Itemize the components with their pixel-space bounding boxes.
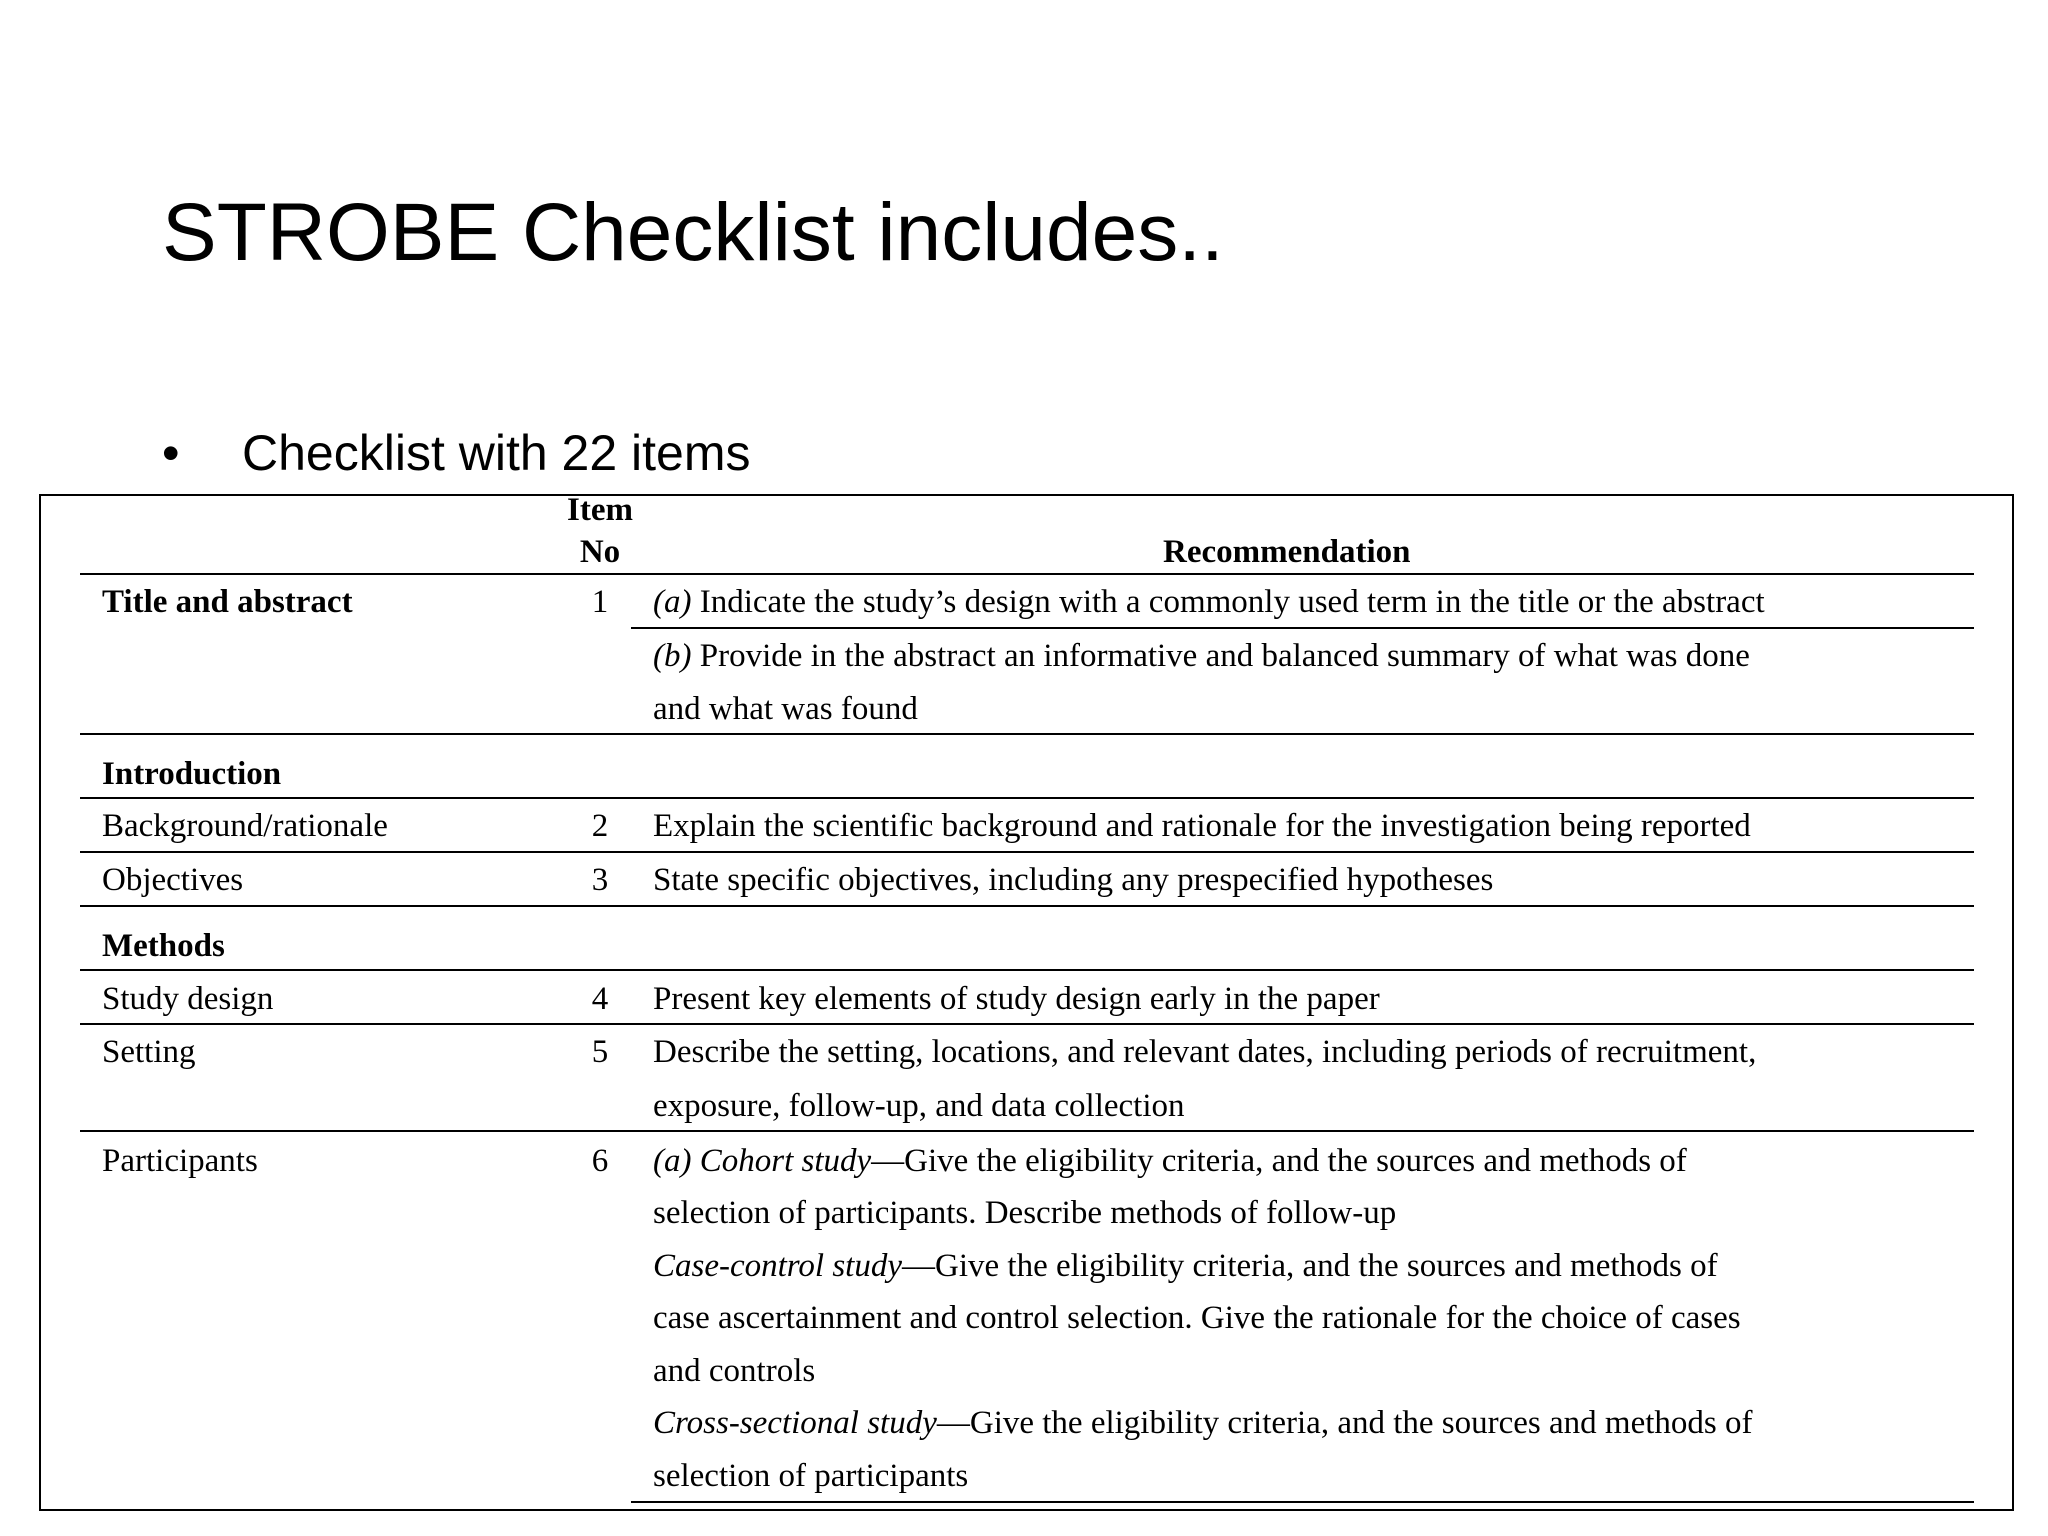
strobe-checklist-table	[39, 494, 2014, 1511]
row-background-no: 2	[591, 808, 609, 844]
rule-after-setting	[80, 1130, 1974, 1132]
row-participants-cross-line2: selection of participants	[653, 1458, 969, 1494]
rule-table-bottom	[631, 1501, 1974, 1503]
row-participants-cross-line1: Cross-sectional study—Give the eligibility criteria, and the sources and methods of	[653, 1405, 1753, 1441]
header-recommendation: Recommendation	[1163, 534, 1411, 570]
bullet-dot-icon: •	[162, 425, 180, 481]
row-setting-text-line2: exposure, follow-up, and data collection	[653, 1088, 1185, 1124]
row-participants-case-line3: and controls	[653, 1353, 816, 1389]
rule-after-methods	[80, 969, 1974, 971]
row-participants-case-line1: Case-control study—Give the eligibility criteria, and the sources and methods of	[653, 1248, 1718, 1284]
row-study-design-no: 4	[591, 981, 609, 1017]
row-background-label: Background/rationale	[102, 808, 388, 844]
row-participants-label: Participants	[102, 1143, 258, 1179]
rule-after-title-abstract	[80, 733, 1974, 735]
row-participants-cohort-line2: selection of participants. Describe methods of follow-up	[653, 1195, 1397, 1231]
rule-after-background	[80, 851, 1974, 853]
rule-title-abstract-mid	[631, 627, 1974, 629]
row-participants-case-line2: case ascertainment and control selection. Give the rationale for the choice of cases	[653, 1300, 1741, 1336]
row-participants-cohort-line1: (a) Cohort study—Give the eligibility criteria, and the sources and methods of	[653, 1143, 1687, 1179]
bullet-text: Checklist with 22 items	[242, 425, 751, 481]
row-setting-label: Setting	[102, 1034, 196, 1070]
row-objectives-text: State specific objectives, including any prespecified hypotheses	[653, 862, 1494, 898]
bullet-item	[162, 418, 751, 488]
row-title-abstract-a: (a) Indicate the study’s design with a commonly used term in the title or the abstract	[653, 584, 1765, 620]
section-heading-introduction: Introduction	[102, 756, 282, 792]
row-background-text: Explain the scientific background and rationale for the investigation being reported	[653, 808, 1751, 844]
row-title-abstract-label: Title and abstract	[102, 584, 353, 620]
rule-header	[80, 573, 1974, 575]
row-setting-no: 5	[591, 1034, 609, 1070]
row-study-design-text: Present key elements of study design early in the paper	[653, 981, 1380, 1017]
header-item-no-line2: No	[579, 534, 621, 570]
row-title-abstract-b-line2: and what was found	[653, 691, 918, 727]
row-participants-no: 6	[591, 1143, 609, 1179]
section-heading-methods: Methods	[102, 928, 225, 964]
row-setting-text-line1: Describe the setting, locations, and relevant dates, including periods of recruitment,	[653, 1034, 1757, 1070]
row-objectives-no: 3	[591, 862, 609, 898]
row-title-abstract-b-line1: (b) Provide in the abstract an informative and balanced summary of what was done	[653, 638, 1750, 674]
header-item-no-line1: Item	[567, 492, 633, 528]
row-objectives-label: Objectives	[102, 862, 244, 898]
rule-after-introduction	[80, 797, 1974, 799]
slide-title: STROBE Checklist includes..	[162, 187, 1224, 278]
row-study-design-label: Study design	[102, 981, 274, 1017]
rule-after-objectives	[80, 905, 1974, 907]
rule-after-study-design	[80, 1023, 1974, 1025]
row-title-abstract-no: 1	[591, 584, 609, 620]
